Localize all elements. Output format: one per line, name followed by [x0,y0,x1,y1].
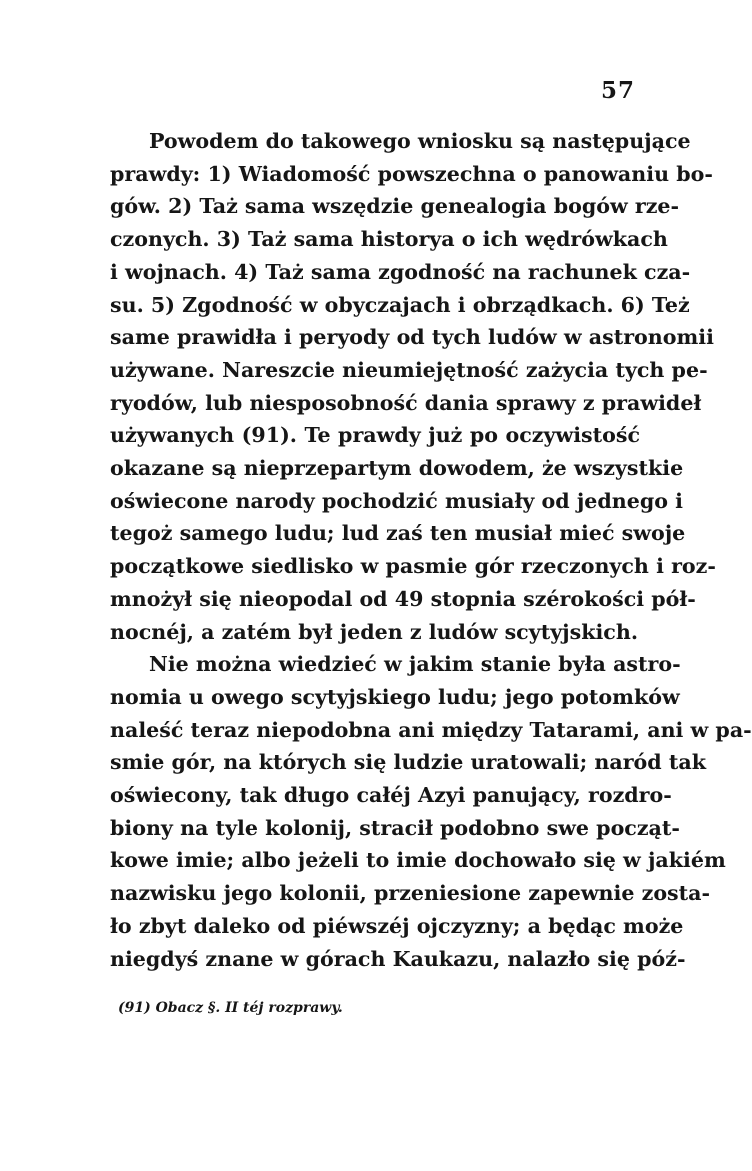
text-line: tegoż samego ludu; lud zaś ten musiał mieć swoje [110,521,686,546]
text-line: kowe imie; albo jeżeli to imie dochowało się w jakiém [110,848,726,873]
text-line: gów. 2) Taż sama wszędzie genealogia bogów rze- [110,194,680,219]
text-line: Nie można wiedzieć w jakim stanie była astro- [149,652,681,677]
text-line: niegdyś znane w górach Kaukazu, nalazło się póź- [110,946,686,971]
text-line: biony na tyle kolonij, stracił podobno swe począt- [110,815,680,840]
page-number: 57 [600,77,635,104]
text-line: oświecony, tak długo całéj Azyi panujący, rozdro- [110,783,672,808]
text-line: początkowe siedlisko w pasmie gór rzeczonych i roz- [110,554,716,579]
text-line: su. 5) Zgodność w obyczajach i obrządkach. 6) Też [110,292,690,317]
text-line: okazane są nieprzepartym dowodem, że wszystkie [110,456,684,481]
text-line: nocnéj, a zatém był jeden z ludów scytyjskich. [110,619,638,644]
text-line: same prawidła i peryody od tych ludów w astronomii [110,325,714,350]
footnote: (91) Obacz §. II téj rozprawy. [118,1000,343,1016]
text-line: smie gór, na których się ludzie uratowali; naród tak [110,750,706,775]
text-line: nomia u owego scytyjskiego ludu; jego potomków [110,684,680,709]
text-line: ryodów, lub niesposobność dania sprawy z prawideł [110,390,702,415]
text-line: prawdy: 1) Wiadomość powszechna o panowaniu bo- [110,161,713,186]
text-line: czonych. 3) Taż sama historya o ich wędrówkach [110,227,668,252]
text-line: ło zbyt daleko od piéwszéj ojczyzny; a będąc może [110,913,684,938]
text-line: i wojnach. 4) Taż sama zgodność na rachunek cza- [110,259,691,284]
text-line: Powodem do takowego wniosku są następujące [149,129,691,153]
text-line: mnożył się nieopodal od 49 stopnia szérokości pół- [110,586,696,611]
text-line: nazwisku jego kolonii, przeniesione zapewnie zosta- [110,881,711,906]
text-line: naleść teraz niepodobna ani między Tatarami, ani w pa- [110,717,752,742]
body-text [110,125,752,975]
text-line: używane. Nareszcie nieumiejętność zażycia tych pe- [110,357,708,382]
text-line: oświecone narody pochodzić musiały od jednego i [110,488,683,513]
text-line: używanych (91). Te prawdy już po oczywistość [110,423,640,448]
